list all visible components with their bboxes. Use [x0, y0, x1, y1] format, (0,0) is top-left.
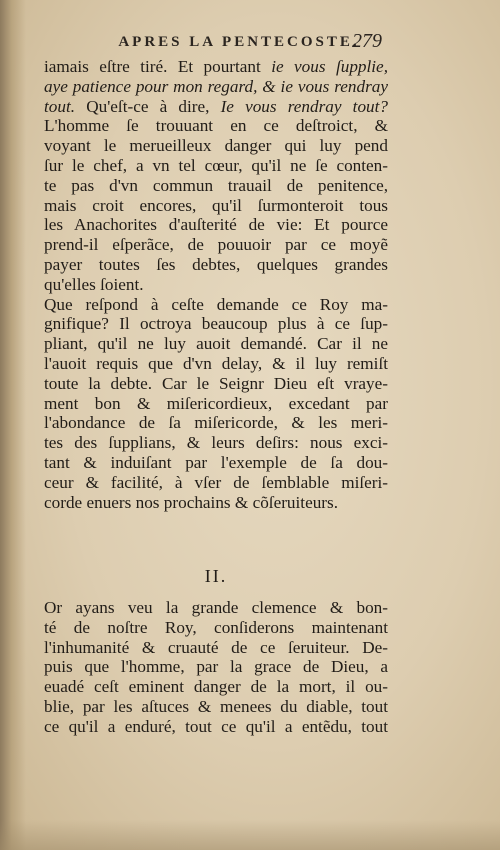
text-line — [44, 97, 388, 117]
text-segment: l'inhumanité & cruauté de ce ſeruiteur. De- — [44, 637, 388, 657]
text-line — [44, 334, 388, 354]
text-line — [44, 374, 388, 394]
text-segment: l'auoit requis que d'vn delay, & il luy remiſt — [44, 353, 388, 373]
text-line — [44, 638, 388, 658]
text-line — [44, 618, 388, 638]
text-line — [44, 453, 388, 473]
page-number: 279 — [352, 30, 382, 52]
text-segment: tant & induiſant par l'exemple de ſa dou- — [44, 452, 388, 472]
text-segment: les Anachorites d'auſterité de vie: Et pource — [44, 215, 388, 235]
text-line — [44, 275, 388, 295]
text-line — [44, 394, 388, 414]
text-segment: L'homme ſe trouuant en ce deſtroict, & — [44, 116, 388, 136]
text-segment: toute la debte. Car le Seignr Dieu eſt vraye- — [44, 373, 388, 393]
section-numeral: II. — [204, 566, 228, 586]
text-segment: ſur le chef, a vn tel cœur, qu'il ne ſe conten- — [44, 155, 388, 175]
text-line — [44, 295, 388, 315]
text-line — [44, 57, 388, 77]
text-line — [44, 598, 388, 618]
page-gutter-shadow — [0, 0, 26, 850]
running-head: APRES LA PENTECOSTE. — [118, 34, 360, 50]
text-segment: tes des ſupplians, & leurs deſirs: nous exci- — [44, 433, 388, 453]
text-segment: Que reſpond à ceſte demande ce Roy ma- — [44, 294, 388, 314]
text-line — [44, 717, 388, 737]
text-segment: ceur & facilité, à vſer de ſemblable miſeri- — [44, 472, 388, 492]
text-segment: prend-il eſperãce, de pouuoir par ce moyẽ — [44, 235, 388, 255]
text-segment: té de noſtre Roy, conſiderons maintenant — [44, 617, 388, 637]
text-segment: corde enuers nos prochains & cõſeruiteurs. — [44, 492, 339, 512]
text-segment: voyant le merueilleux danger qui luy pend — [44, 136, 388, 156]
text-line — [44, 354, 388, 374]
text-segment: qu'elles ſoient. — [44, 274, 144, 294]
paragraph-block-2 — [44, 598, 388, 737]
text-line — [44, 156, 388, 176]
text-line — [44, 116, 388, 136]
text-segment: payer toutes ſes debtes, quelques grandes — [44, 254, 388, 274]
text-segment: gnifique? Il octroya beaucoup plus à ce ſup- — [44, 314, 388, 334]
text-segment: iamais eſtre tiré. Et pourtant — [44, 57, 272, 76]
paragraph-block-1 — [44, 57, 388, 512]
text-line — [44, 657, 388, 677]
text-line — [44, 77, 388, 97]
italic-text-segment: aye patience pour mon regard, & ie vous rendray — [44, 76, 388, 96]
text-segment: mais croit encores, qu'il ſurmonteroit tous — [44, 195, 388, 215]
text-segment: Or ayans veu la grande clemence & bon- — [44, 598, 388, 617]
text-segment: Qu'eſt-ce à dire, — [75, 96, 221, 116]
text-line — [44, 235, 388, 255]
text-line — [44, 677, 388, 697]
text-line — [44, 413, 388, 433]
text-line — [44, 136, 388, 156]
text-line — [44, 493, 388, 513]
page-bottom-edge — [0, 820, 500, 850]
text-segment: blie, par les aſtuces & menees du diable, tout — [44, 696, 388, 716]
italic-text-segment: tout. — [44, 96, 76, 116]
text-line — [44, 473, 388, 493]
text-line — [44, 314, 388, 334]
text-line — [44, 196, 388, 216]
text-line — [44, 697, 388, 717]
text-segment: puis que l'homme, par la grace de Dieu, a — [44, 657, 388, 677]
text-segment: ce qu'il a enduré, tout ce qu'il a entẽdu, tout — [44, 716, 388, 736]
text-segment: pliant, qu'il ne luy auoit demandé. Car il ne — [44, 334, 388, 354]
text-line — [44, 255, 388, 275]
text-segment: l'abondance de ſa miſericorde, & les meri- — [44, 413, 388, 433]
text-line — [44, 176, 388, 196]
text-line — [44, 433, 388, 453]
text-segment: ment bon & miſericordieux, excedant par — [44, 393, 388, 413]
text-segment: euadé ceſt eminent danger de la mort, il ou- — [44, 677, 388, 697]
text-line — [44, 215, 388, 235]
italic-text-segment: ie vous ſupplie, — [271, 57, 388, 76]
italic-text-segment: Ie vous rendray tout? — [220, 96, 388, 116]
text-segment: te pas d'vn commun trauail de penitence, — [44, 175, 388, 195]
